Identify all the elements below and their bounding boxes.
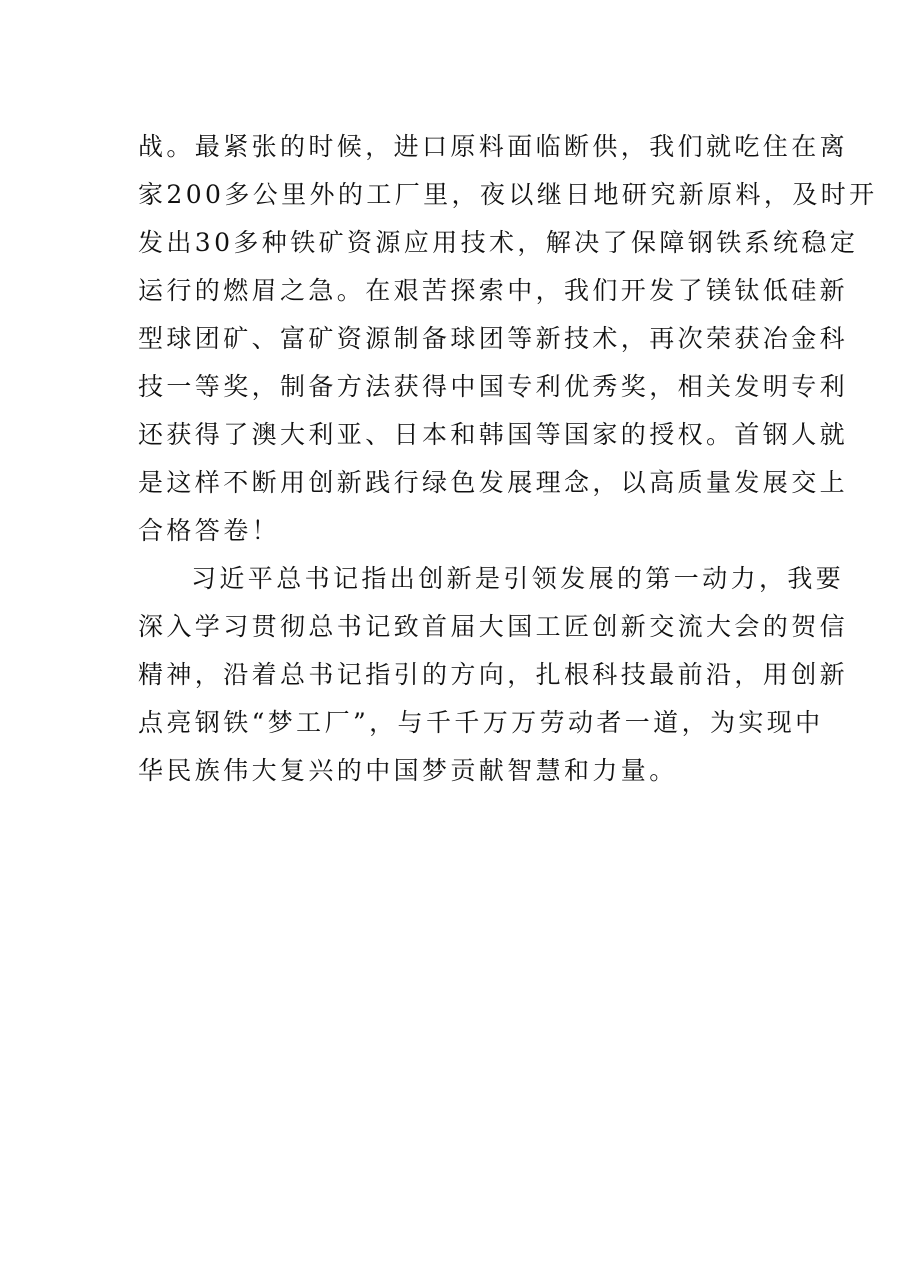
paragraph-line: 还获得了澳大利亚、日本和韩国等国家的授权。首钢人就: [138, 420, 849, 449]
paragraph-1: [138, 123, 878, 555]
paragraph-line: 发出30多种铁矿资源应用技术，解决了保障钢铁系统稳定: [138, 228, 859, 257]
paragraph-2: [138, 555, 849, 795]
paragraph-line: 战。最紧张的时候，进口原料面临断供，我们就吃住在离: [138, 132, 849, 161]
paragraph-line: 技一等奖，制备方法获得中国专利优秀奖，相关发明专利: [138, 372, 849, 401]
paragraph-line: 家200多公里外的工厂里，夜以继日地研究新原料，及时开: [138, 180, 878, 209]
paragraph-line: 精神，沿着总书记指引的方向，扎根科技最前沿，用创新: [138, 660, 849, 689]
paragraph-line: 型球团矿、富矿资源制备球团等新技术，再次荣获冶金科: [138, 324, 849, 353]
paragraph-line: 合格答卷！: [138, 516, 281, 545]
paragraph-line: 华民族伟大复兴的中国梦贡献智慧和力量。: [138, 756, 678, 785]
paragraph-line: 点亮钢铁“梦工厂”，与千千万万劳动者一道，为实现中: [138, 708, 824, 737]
paragraph-line: 是这样不断用创新践行绿色发展理念，以高质量发展交上: [138, 468, 849, 497]
paragraph-line: 深入学习贯彻总书记致首届大国工匠创新交流大会的贺信: [138, 612, 849, 641]
paragraph-line: 习近平总书记指出创新是引领发展的第一动力，我要: [191, 564, 845, 593]
document-body: [138, 123, 878, 795]
paragraph-line: 运行的燃眉之急。在艰苦探索中，我们开发了镁钛低硅新: [138, 276, 849, 305]
